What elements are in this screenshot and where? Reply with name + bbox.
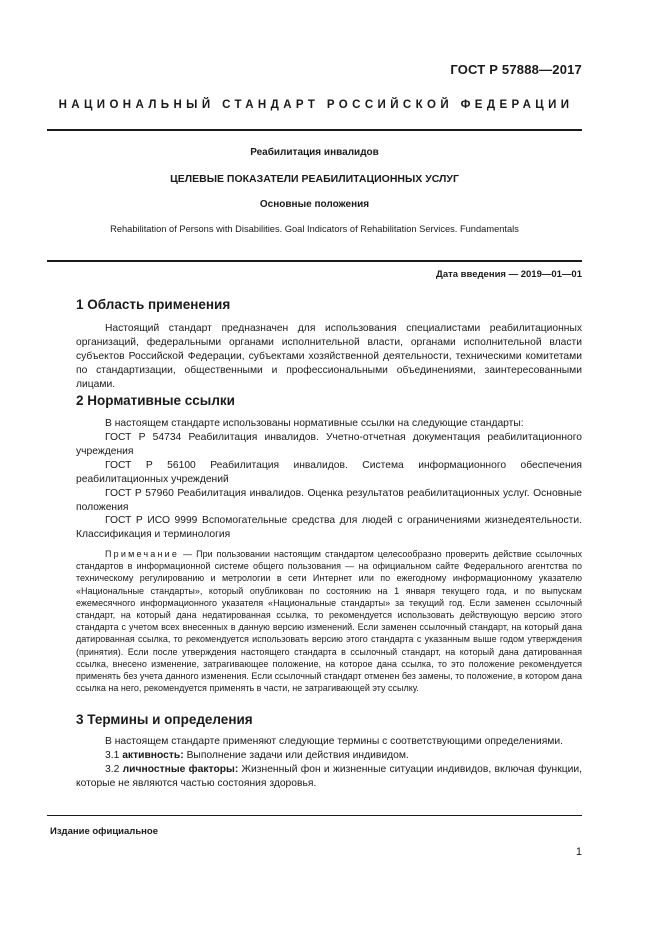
note-label: Примечание xyxy=(105,549,180,559)
section-3-intro: В настоящем стандарте применяют следующие термины с соответствующими определениями. xyxy=(105,736,563,747)
term-name: активность: xyxy=(122,750,184,761)
top-divider xyxy=(47,129,582,131)
normative-note xyxy=(76,548,582,694)
term-definition xyxy=(76,763,582,791)
reference-item: ГОСТ Р 56100 Реабилитация инвалидов. Система информационного обеспечения реабилитационных учреждений xyxy=(76,460,582,485)
reference-item: ГОСТ Р ИСО 9999 Вспомогательные средства для людей с ограничениями жизнедеятельности. Классификация и терминология xyxy=(76,515,582,540)
footer-divider xyxy=(47,815,582,816)
title-line-1: Реабилитация инвалидов xyxy=(250,147,379,158)
section-2-title: 2 Нормативные ссылки xyxy=(76,393,235,408)
title-line-3: Основные положения xyxy=(259,199,370,210)
section-1-text: Настоящий стандарт предназначен для использования специалистами реабилитационных организаций, федеральными органами исполнительной власти, органами исполнительной власти субъектов Российской Федерации, субъектами хозяйственной деятельности, техническими комитетами по стандартизации, общественными и профессиональными объединениями, заинтересованными лицами. xyxy=(76,323,582,390)
term-number: 3.1 xyxy=(105,750,120,761)
reference-item: ГОСТ Р 54734 Реабилитация инвалидов. Учетно-отчетная документация реабилитационного учреждения xyxy=(76,432,582,457)
term-def: Жизненный фон и жизненные ситуации индивидов, включая функции, которые не являются частью состояния здоровья. xyxy=(76,764,582,789)
section-3-title: 3 Термины и определения xyxy=(76,712,253,727)
title-english: Rehabilitation of Persons with Disabilities. Goal Indicators of Rehabilitation Services. Fundamentals xyxy=(110,224,519,234)
term-def: Выполнение задачи или действия индивидом. xyxy=(183,750,409,761)
official-edition-label: Издание официальное xyxy=(50,826,158,837)
term-name: личностные факторы: xyxy=(122,764,239,775)
term-number: 3.2 xyxy=(105,764,120,775)
middle-divider xyxy=(47,260,582,262)
note-text: — При пользовании настоящим стандартом целесообразно проверить действие ссылочных стандартов в информационной системе общего пользования — на официальном сайте Федерального агентства по техническому регулированию и метрологии в сети Интернет или по ежегодному информационному указателю «Национальные стандарты», который опубликован по состоянию на 1 января текущего года, и по выпускам ежемесячного информационного указателя «Национальные стандарты» за текущий год. Если заменен ссылочный стандарт, на который дана недатированная ссылка, то рекомендуется использовать действующую версию этого стандарта с учетом всех внесенных в данную версию изменений. Если заменен ссылочный стандарт, на который дана датированная ссылка, то рекомендуется использовать версию этого стандарта с указанным выше годом утверждения (принятия). Если после утверждения настоящего стандарта в ссылочный стандарт, на который дана датированная ссылка, внесено изменение, затрагивающее положение, на которое дана ссылка, то это положение рекомендуется применять без учета данного изменения. Если ссылочный стандарт отменен без замены, то положение, в котором дана ссылка на него, рекомендуется применять в части, не затрагивающей эту ссылку. xyxy=(76,549,582,694)
title-line-2: ЦЕЛЕВЫЕ ПОКАЗАТЕЛИ РЕАБИЛИТАЦИОННЫХ УСЛУГ xyxy=(170,173,459,185)
introduction-date: Дата введения — 2019—01—01 xyxy=(436,269,582,280)
doc-number: ГОСТ Р 57888—2017 xyxy=(450,62,582,77)
section-2-intro: В настоящем стандарте использованы нормативные ссылки на следующие стандарты: xyxy=(105,418,524,429)
national-standard-heading: НАЦИОНАЛЬНЫЙ СТАНДАРТ РОССИЙСКОЙ ФЕДЕРАЦИИ xyxy=(58,99,574,111)
reference-item: ГОСТ Р 57960 Реабилитация инвалидов. Оценка результатов реабилитационных услуг. Основные положения xyxy=(76,488,582,513)
term-definition xyxy=(76,749,582,763)
page-number: 1 xyxy=(575,846,582,858)
section-1-title: 1 Область применения xyxy=(76,297,231,312)
